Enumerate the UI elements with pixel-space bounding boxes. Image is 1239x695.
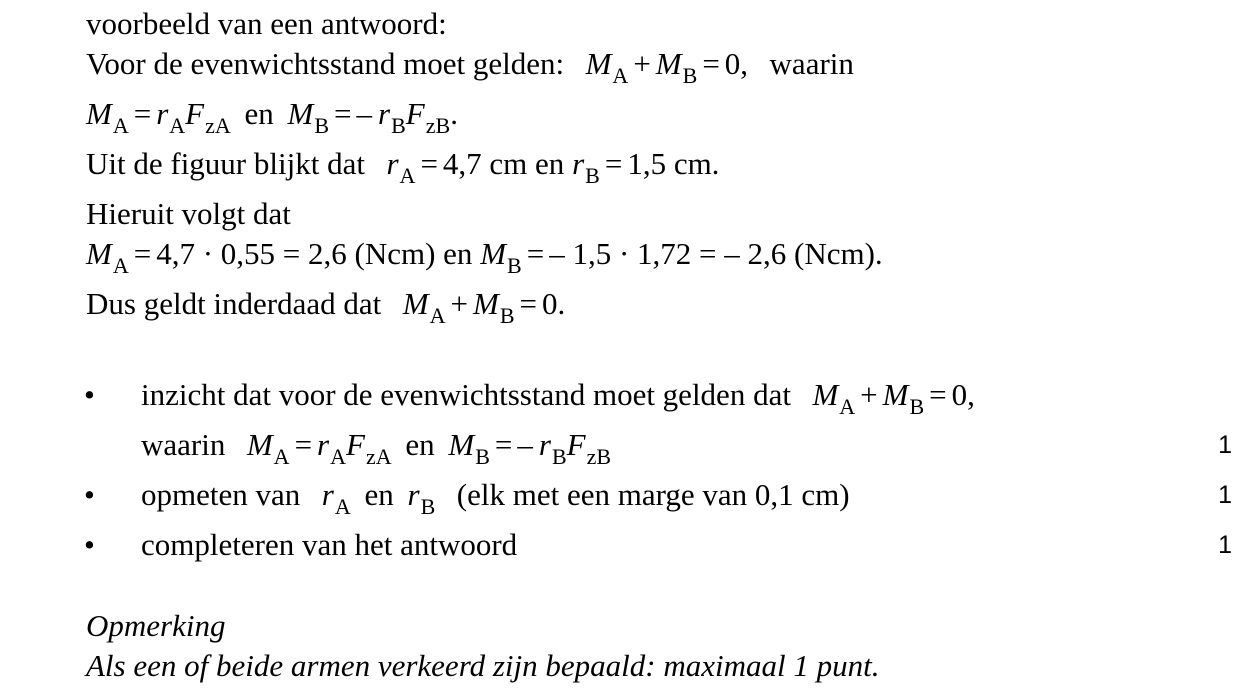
criterion-1-line-1: inzicht dat voor de evenwichtsstand moet gelden dat $M_A + M_B = 0$, bbox=[141, 377, 975, 419]
calculation-line: $M_A = 4,7 \cdot 0,55 = 2,6$ (Ncm) en $M_B$ = – 1,5 · 1,72 = – 2,6 (Ncm). bbox=[86, 236, 883, 278]
criterion-2-connector: en bbox=[364, 477, 394, 512]
criterion-3-text: completeren van het antwoord bbox=[141, 527, 518, 562]
criterion-2-bullet: • bbox=[84, 477, 95, 512]
calculation-connector: en bbox=[443, 236, 473, 271]
criterion-1-line-2: waarin $M_A = r_AF_{zA}$ en $M_B$ = – $r_BF_{zB}$ bbox=[141, 427, 612, 469]
criterion-3-score: 1 bbox=[1218, 531, 1232, 559]
rb-value: 1,5 cm. bbox=[627, 146, 720, 181]
ma-calculation: 4,7 · 0,55 = 2,6 (Ncm) bbox=[156, 236, 436, 271]
waarin-text: waarin bbox=[769, 46, 854, 81]
follows-line: Hieruit volgt dat bbox=[86, 196, 291, 231]
figure-measurement-line: Uit de figuur blijkt dat $r_A = 4,7$ cm en $r_B = 1,5$ cm. bbox=[86, 146, 720, 188]
equilibrium-condition-line bbox=[86, 44, 854, 87]
remark-title: Opmerking bbox=[86, 608, 226, 643]
criterion-1-bullet: • bbox=[84, 377, 95, 412]
criterion-2-text: opmeten van bbox=[141, 477, 301, 512]
criterion-3-line bbox=[141, 525, 517, 565]
criterion-2-score: 1 bbox=[1218, 481, 1232, 509]
ra-value: 4,7 cm bbox=[442, 146, 528, 181]
moment-a-formula: $M_A = r_AF_{zA}$ bbox=[86, 96, 231, 138]
criterion-1-text: inzicht dat voor de evenwichtsstand moet gelden dat bbox=[141, 377, 791, 412]
criterion-2-margin-text: (elk met een marge van 0,1 cm) bbox=[456, 477, 850, 512]
criterion-3-bullet: • bbox=[84, 527, 95, 562]
criterion-1-text-2: waarin bbox=[141, 427, 226, 462]
measurement-connector: en bbox=[535, 146, 565, 181]
moment-definitions-line: $M_A = r_AF_{zA}$ en $M_B$ = – $r_BF_{zB}$. bbox=[86, 96, 458, 138]
conclusion-text: Dus geldt inderdaad dat bbox=[86, 286, 382, 321]
moment-b-formula: $M_B$ = – $r_BF_{zB}$. bbox=[287, 96, 458, 138]
conclusion-line bbox=[86, 284, 565, 327]
figure-text: Uit de figuur blijkt dat bbox=[86, 146, 365, 181]
answer-heading: voorbeeld van een antwoord: bbox=[86, 6, 447, 41]
criterion-1-score: 1 bbox=[1218, 431, 1232, 459]
mb-calculation: – 1,5 · 1,72 = – 2,6 (Ncm). bbox=[549, 236, 883, 271]
sum-of-moments-formula: $M_A + M_B = 0$, bbox=[585, 46, 749, 88]
conclusion-formula: $M_A + M_B = 0$. bbox=[402, 286, 566, 328]
equilibrium-text: Voor de evenwichtsstand moet gelden: bbox=[86, 46, 565, 81]
remark-text: Als een of beide armen verkeerd zijn bepaald: maximaal 1 punt. bbox=[86, 648, 880, 683]
criterion-2-line: opmeten van $r_A$ en $r_B$ (elk met een marge van 0,1 cm) bbox=[141, 477, 850, 519]
